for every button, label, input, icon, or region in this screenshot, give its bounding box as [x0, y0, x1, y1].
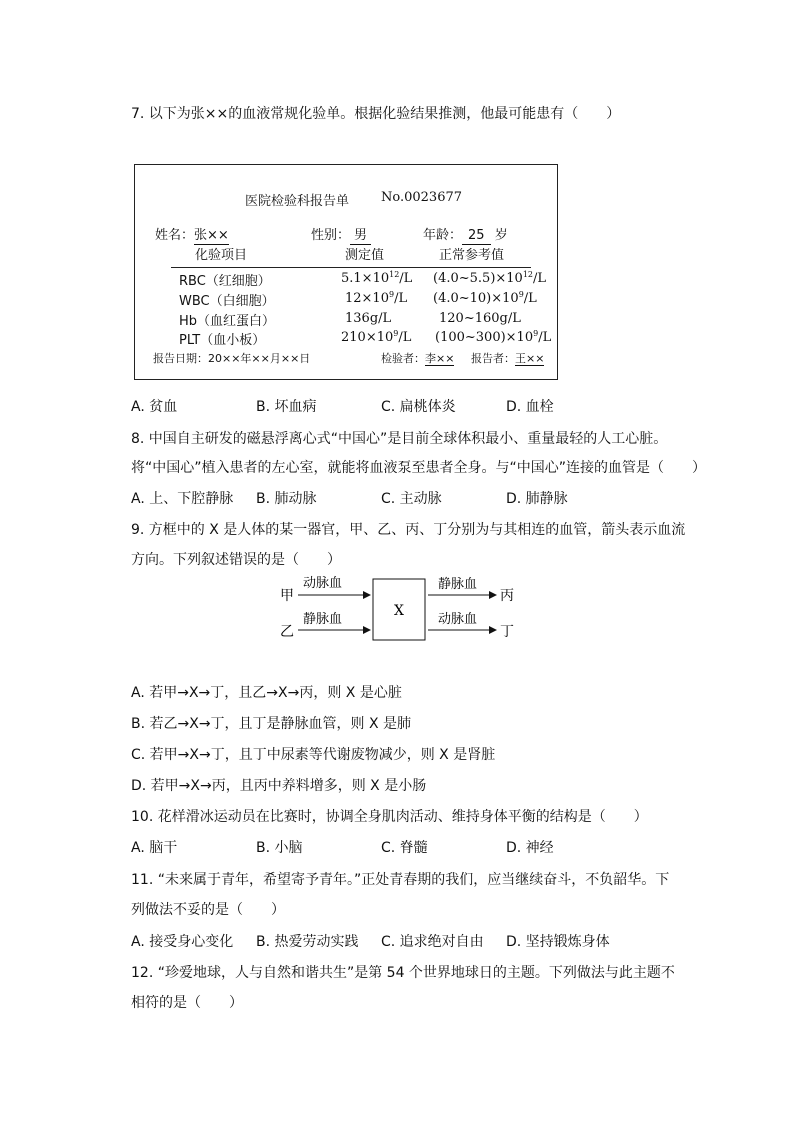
reporter-label: 报告者：	[471, 352, 515, 365]
vessel-yi: 乙	[280, 624, 294, 640]
q8-stem-line1: 8. 中国自主研发的磁悬浮离心式“中国心”是目前全球体积最小、重量最轻的人工心脏。	[131, 431, 668, 447]
vessel-ding: 丁	[500, 624, 514, 640]
report-title: 医院检验科报告单	[245, 194, 350, 209]
q11-stem-line2: 列做法不妥的是（ ）	[131, 902, 285, 918]
report-date: 报告日期：20××年××月××日	[153, 352, 311, 365]
sex-field	[311, 224, 371, 245]
q7-stem: 7. 以下为张××的血液常规化验单。根据化验结果推测，他最可能患有（ ）	[131, 106, 621, 122]
header-divider	[171, 267, 531, 268]
q9-stem-line1: 9. 方框中的 X 是人体的某一器官，甲、乙、丙、丁分别为与其相连的血管，箭头表示血流	[131, 522, 686, 538]
vessel-jia: 甲	[280, 588, 294, 604]
q7-option-d[interactable]: D. 血栓	[506, 399, 554, 415]
name-value: 张××	[194, 228, 229, 243]
lab-report	[134, 164, 558, 380]
row-value: $5.1\times 10^{12}/L$	[341, 270, 413, 286]
q8-option-d[interactable]: D. 肺静脉	[506, 491, 568, 507]
row-reference: 120~160g/L	[439, 311, 521, 326]
q11-stem-line1: 11. “未来属于青年，希望寄予青年。”正处青春期的我们，应当继续奋斗，不负韶华。下	[131, 872, 670, 888]
q9-option-c[interactable]: C. 若甲→X→丁，且丁中尿素等代谢废物减少，则 X 是肾脏	[131, 747, 496, 763]
header-reference: 正常参考值	[439, 248, 505, 263]
row-value: $12\times 10^9/L$	[345, 290, 408, 306]
organ-label: X	[394, 603, 404, 619]
in-top-label: 动脉血	[303, 576, 343, 591]
row-value: $210\times 10^9/L$	[341, 329, 412, 345]
q11-option-a[interactable]: A. 接受身心变化	[131, 934, 234, 950]
row-reference: $(4.0\sim 10)\times 10^9/L$	[433, 290, 537, 306]
q11-option-c[interactable]: C. 追求绝对自由	[381, 934, 484, 950]
q10-option-a[interactable]: A. 脑干	[131, 840, 178, 856]
out-top-label: 静脉血	[438, 577, 478, 592]
q9-option-b[interactable]: B. 若乙→X→丁，且丁是静脉血管，则 X 是肺	[131, 716, 412, 732]
q9-stem-line2: 方向。下列叙述错误的是（ ）	[131, 552, 341, 568]
header-value: 测定值	[345, 248, 385, 263]
age-field	[423, 224, 508, 245]
age-unit: 岁	[494, 228, 508, 243]
row-item: RBC（红细胞）	[179, 274, 271, 289]
q10-option-b[interactable]: B. 小脑	[256, 840, 303, 856]
q7-option-a[interactable]: A. 贫血	[131, 399, 178, 415]
q8-stem-line2: 将“中国心”植入患者的左心室，就能将血液泵至患者全身。与“中国心”连接的血管是（ ）	[131, 460, 707, 476]
vessel-bing: 丙	[500, 588, 514, 604]
out-bottom-label: 动脉血	[438, 612, 478, 627]
header-item: 化验项目	[195, 248, 248, 263]
q12-stem-line2: 相符的是（ ）	[131, 995, 243, 1011]
inspector-value: 李××	[425, 352, 455, 365]
q10-option-d[interactable]: D. 神经	[506, 840, 554, 856]
row-item: Hb（血红蛋白）	[179, 314, 276, 329]
row-item: WBC（白细胞）	[179, 294, 275, 309]
q8-option-b[interactable]: B. 肺动脉	[256, 491, 317, 507]
inspector-field	[381, 350, 454, 366]
inspector-label: 检验者：	[381, 352, 425, 365]
q9-option-a[interactable]: A. 若甲→X→丁，且乙→X→丙，则 X 是心脏	[131, 685, 402, 701]
q12-stem-line1: 12. “珍爱地球，人与自然和谐共生”是第 54 个世界地球日的主题。下列做法与此主题不	[131, 965, 675, 981]
reporter-field	[471, 350, 544, 366]
age-label: 年龄：	[423, 228, 463, 243]
sex-label: 性别：	[311, 228, 351, 243]
q7-option-b[interactable]: B. 坏血病	[256, 399, 317, 415]
q8-option-c[interactable]: C. 主动脉	[381, 491, 442, 507]
name-field	[155, 224, 229, 245]
q11-option-b[interactable]: B. 热爱劳动实践	[256, 934, 359, 950]
q10-stem: 10. 花样滑冰运动员在比赛时，协调全身肌肉活动、维持身体平衡的结构是（ ）	[131, 809, 648, 825]
report-number: No.0023677	[381, 190, 463, 205]
row-reference: $(4.0\sim 5.5)\times 10^{12}/L$	[433, 270, 547, 286]
q11-option-d[interactable]: D. 坚持锻炼身体	[506, 934, 610, 950]
q8-option-a[interactable]: A. 上、下腔静脉	[131, 491, 234, 507]
row-reference: $(100\sim 300)\times 10^9/L$	[435, 329, 552, 345]
name-label: 姓名：	[155, 228, 195, 243]
q9-option-d[interactable]: D. 若甲→X→丙，且丙中养料增多，则 X 是小肠	[131, 778, 427, 794]
row-value: 136g/L	[345, 311, 392, 326]
reporter-value: 王××	[515, 352, 545, 365]
row-item: PLT（血小板）	[179, 333, 266, 348]
q10-option-c[interactable]: C. 脊髓	[381, 840, 428, 856]
age-value: 25	[462, 228, 491, 245]
in-bottom-label: 静脉血	[303, 612, 343, 627]
blood-flow-diagram	[278, 575, 528, 645]
sex-value: 男	[350, 228, 371, 245]
q7-option-c[interactable]: C. 扁桃体炎	[381, 399, 456, 415]
